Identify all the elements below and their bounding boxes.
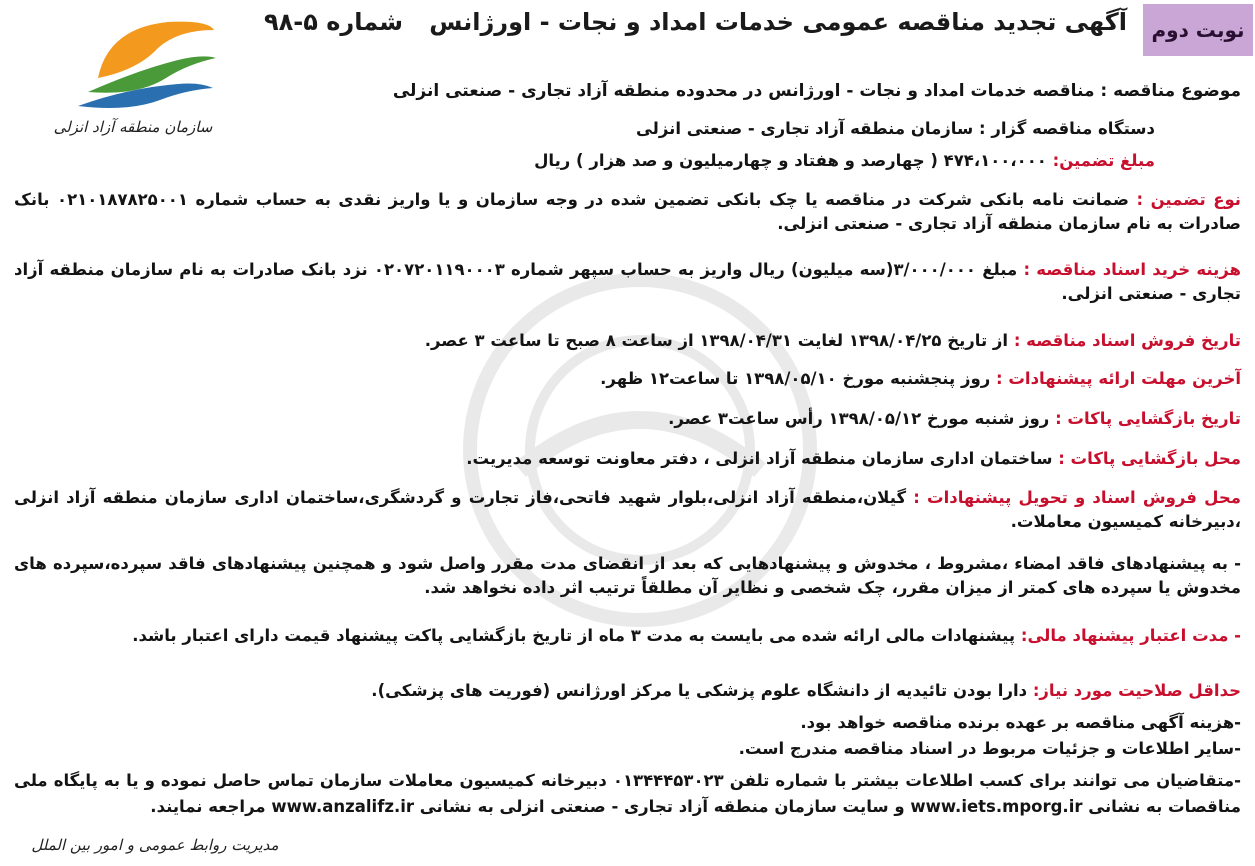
note-invalid-bids: - به پیشنهادهای فاقد امضاء ،مشروط ، مخدوش و پیشنهادهایی که بعد از انقضای مدت مقرر واصل شود و همچنین پیشنهادهای فاقد سپرده،سپرده های مخدوش یا سپرده های کمتر از میزان مقرر، چک شخصی و نظایر آن مطلقاً ترتیب اثر داده نخواهد شد. [14, 554, 1241, 597]
sale-date-label: تاریخ فروش اسناد مناقصه : [1013, 331, 1241, 350]
sale-place [14, 486, 1241, 534]
sale-place-label: محل فروش اسناد و تحویل پیشنهادات : [913, 488, 1241, 507]
title-main: آگهی تجدید مناقصه عمومی خدمات امداد و نجات - اورژانس [429, 8, 1127, 36]
contact-info: -متقاضیان می توانند برای کسب اطلاعات بیشتر با شماره تلفن ۰۱۳۴۴۴۵۳۰۲۳ دبیرخانه کمیسیون معاملات سازمان تماس حاصل نموده و یا به پایگاه ملی مناقصات به نشانی www.iets.mporg.ir و سایت سازمان منطقه آزاد تجاری - صنعتی انزلی به نشانی www.anzalifz.ir مراجعه نمایند. [14, 771, 1241, 816]
deadline [600, 368, 1241, 390]
opening-place [466, 448, 1241, 470]
deadline-value: روز پنجشنبه مورخ ۱۳۹۸/۰۵/۱۰ تا ساعت۱۲ ظهر. [600, 369, 991, 388]
note-ad-cost: -هزینه آگهی مناقصه بر عهده برنده مناقصه خواهد بود. [800, 713, 1241, 732]
opening-place-label: محل بازگشایی پاکات : [1058, 449, 1241, 468]
opening-date [668, 408, 1241, 430]
guarantee-amount-value: ۴۷۴،۱۰۰،۰۰۰ ( چهارصد و هفتاد و چهارمیلیون و صد هزار ) ریال [534, 151, 1047, 170]
qualification-label: حداقل صلاحیت مورد نیاز: [1032, 681, 1241, 700]
sale-date-value: از تاریخ ۱۳۹۸/۰۴/۲۵ لغایت ۱۳۹۸/۰۴/۳۱ از ساعت ۸ صبح تا ساعت ۳ عصر. [424, 331, 1009, 350]
purchase-cost-value: مبلغ ۳/۰۰۰/۰۰۰(سه میلیون) ریال واریز به حساب سپهر شماره ۰۲۰۷۲۰۱۱۹۰۰۰۳ نزد بانک صادرات به نام سازمان منطقه آزاد تجاری - صنعتی انزلی. [14, 260, 1241, 303]
publication-round-badge: نوبت دوم [1143, 4, 1253, 56]
guarantee-type-value: ضمانت نامه بانکی شرکت در مناقصه یا چک بانکی تضمین شده در وجه سازمان و یا واریز نقدی به حساب شماره ۰۲۱۰۱۸۷۸۲۵۰۰۱ بانک صادرات به نام سازمان منطقه آزاد تجاری - صنعتی انزلی. [14, 190, 1241, 233]
title-number: شماره ۵-۹۸ [263, 8, 403, 36]
signature-text: مدیریت روابط عمومی و امور بین الملل [31, 836, 279, 854]
logo-text-label: سازمان منطقه آزاد انزلی [53, 118, 213, 136]
validity [14, 624, 1241, 648]
organizer-line: دستگاه مناقصه گزار : سازمان منطقه آزاد تجاری - صنعتی انزلی [635, 119, 1155, 138]
guarantee-amount [534, 150, 1155, 172]
qualification [371, 680, 1241, 702]
guarantee-type-label: نوع تضمین : [1136, 190, 1242, 209]
qualification-value: دارا بودن تائیدیه از دانشگاه علوم پزشکی یا مرکز اورژانس (فوریت های پزشکی). [371, 681, 1028, 700]
sale-place-value: گیلان،منطقه آزاد انزلی،بلوار شهید فاتحی،فاز تجارت و گردشگری،ساختمان اداری سازمان منطقه آزاد انزلی ،دبیرخانه کمیسیون معاملات. [14, 488, 1241, 531]
opening-place-value: ساختمان اداری سازمان منطقه آزاد انزلی ، دفتر معاونت توسعه مدیریت. [466, 449, 1053, 468]
validity-label: - مدت اعتبار پیشنهاد مالی: [1020, 626, 1241, 645]
purchase-cost [14, 258, 1241, 306]
guarantee-amount-label: مبلغ تضمین: [1052, 151, 1155, 170]
sale-date [425, 330, 1241, 352]
note-info: -سایر اطلاعات و جزئیات مربوط در اسناد مناقصه مندرج است. [738, 739, 1241, 758]
deadline-label: آخرین مهلت ارائه پیشنهادات : [995, 369, 1241, 388]
logo-text [48, 8, 218, 138]
organization-logo [48, 8, 218, 138]
opening-date-label: تاریخ بازگشایی پاکات : [1055, 409, 1241, 428]
signature [31, 822, 279, 862]
guarantee-type [14, 188, 1241, 236]
opening-date-value: روز شنبه مورخ ۱۳۹۸/۰۵/۱۲ رأس ساعت۳ عصر. [668, 409, 1050, 428]
validity-value: پیشنهادات مالی ارائه شده می بایست به مدت ۳ ماه از تاریخ بازگشایی پاکت پیشنهاد قیمت دارای اعتبار باشد. [132, 626, 1016, 645]
page-title [263, 8, 1127, 48]
subject-line: موضوع مناقصه : مناقصه خدمات امداد و نجات - اورژانس در محدوده منطقه آزاد تجاری - صنعتی انزلی [392, 81, 1241, 101]
purchase-cost-label: هزینه خرید اسناد مناقصه : [1023, 260, 1241, 279]
